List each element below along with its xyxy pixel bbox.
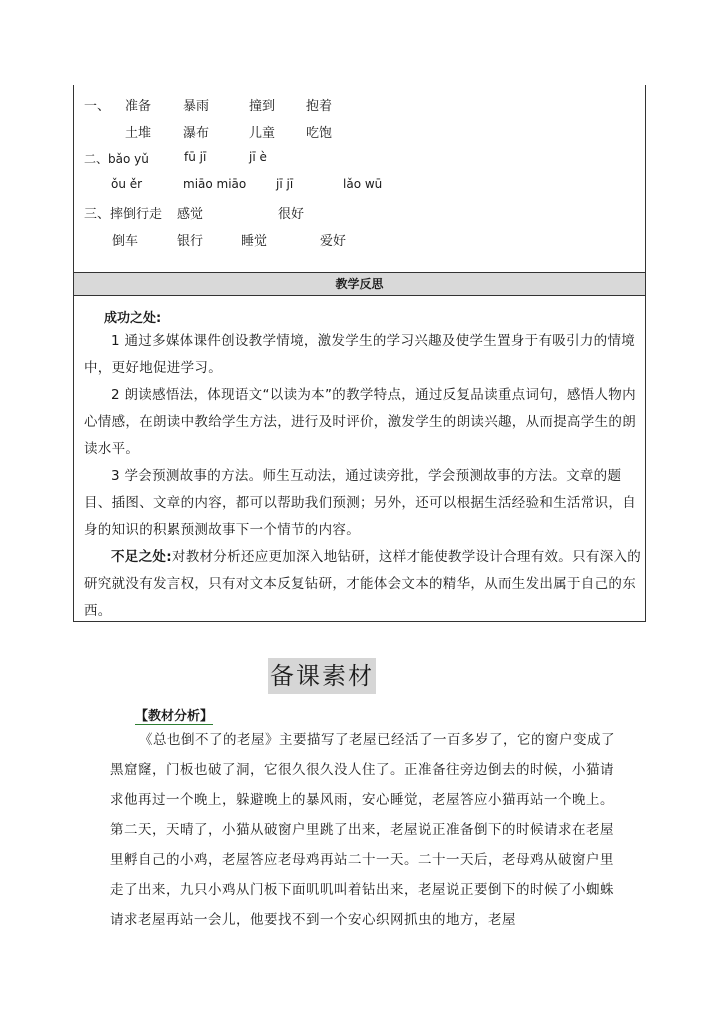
answer-pinyin: ǒu ěr xyxy=(111,177,143,191)
answer-word: 抱着 xyxy=(306,99,333,114)
answer-pinyin: fū jī xyxy=(184,150,207,164)
answer-word: 土堆 xyxy=(125,126,152,141)
answer-pinyin: lǎo wū xyxy=(343,177,383,191)
answer-section-1-label: 一、 xyxy=(84,99,111,114)
answer-word: 暴雨 xyxy=(183,99,210,114)
answer-word: 倒车 xyxy=(112,234,139,249)
success-title: 成功之处: xyxy=(104,311,162,326)
shortfall-paragraph xyxy=(84,544,644,625)
answer-pinyin: jī è xyxy=(249,150,267,164)
answer-word: 感觉 xyxy=(177,207,204,222)
answer-word: 准备 xyxy=(125,99,152,114)
materials-subtitle: 【教材分析】 xyxy=(135,705,213,725)
shortfall-text: 对教材分析还应更加深入地钻研，这样才能使教学设计合理有效。只有深入的研究就没有发言权，只有对文本反复钻研，才能体会文本的精华，从而生发出属于自己的东西。 xyxy=(84,549,642,619)
reflection-paragraph-3: 3 学会预测故事的方法。师生互动法，通过读旁批，学会预测故事的方法。文章的题目、插图、文章的内容，都可以帮助我们预测；另外，还可以根据生活经验和生活常识，自身的知识的积累预测故事下一个情节的内容。 xyxy=(84,468,636,538)
materials-body: 《总也倒不了的老屋》主要描写了老屋已经活了一百多岁了，它的窗户变成了黑窟窿，门板也破了洞，它很久很久没人住了。正准备往旁边倒去的时候，小猫请求他再过一个晚上，躲避晚上的暴风雨，安心睡觉，老屋答应小猫再站一个晚上。第二天，天晴了，小猫从破窗户里跳了出来，老屋说正准备倒下的时候请求在老屋里孵自己的小鸡，老屋答应老母鸡再站二十一天。二十一天后，老母鸡从破窗户里走了出来，九只小鸡从门板下面叽叽叫着钻出来，老屋说正要倒下的时候了小蜘蛛请求老屋再站一会儿，他要找不到一个安心织网抓虫的地方，老屋 xyxy=(110,732,615,928)
answer-word: 儿童 xyxy=(249,126,276,141)
answer-word: 银行 xyxy=(177,234,204,249)
answer-word: 撞到 xyxy=(249,99,276,114)
reflection-header: 教学反思 xyxy=(74,272,645,296)
answer-section-3-label: 三、摔倒行走 xyxy=(84,207,163,222)
answer-word: 吃饱 xyxy=(306,126,333,141)
answer-pinyin: jī jī xyxy=(276,177,294,191)
answer-word: 瀑布 xyxy=(183,126,210,141)
materials-title: 备课素材 xyxy=(268,658,376,694)
answer-section-2-pinyin: 二、bǎo yǔ xyxy=(84,152,149,166)
answer-word: 睡觉 xyxy=(241,234,268,249)
reflection-paragraph-1: 1 通过多媒体课件创设教学情境，激发学生的学习兴趣及使学生置身于有吸引力的情境中，更好地促进学习。 xyxy=(84,333,636,376)
answer-word: 爱好 xyxy=(320,234,347,249)
shortfall-title: 不足之处: xyxy=(111,549,172,565)
answer-pinyin: miāo miāo xyxy=(183,177,247,191)
answer-word: 很好 xyxy=(278,207,305,222)
reflection-paragraph-2: 2 朗读感悟法，体现语文“以读为本”的教学特点，通过反复品读重点词句，感悟人物内心情感，在朗读中教给学生方法，进行及时评价，激发学生的朗读兴趣，从而提高学生的朗读水平。 xyxy=(84,387,636,457)
